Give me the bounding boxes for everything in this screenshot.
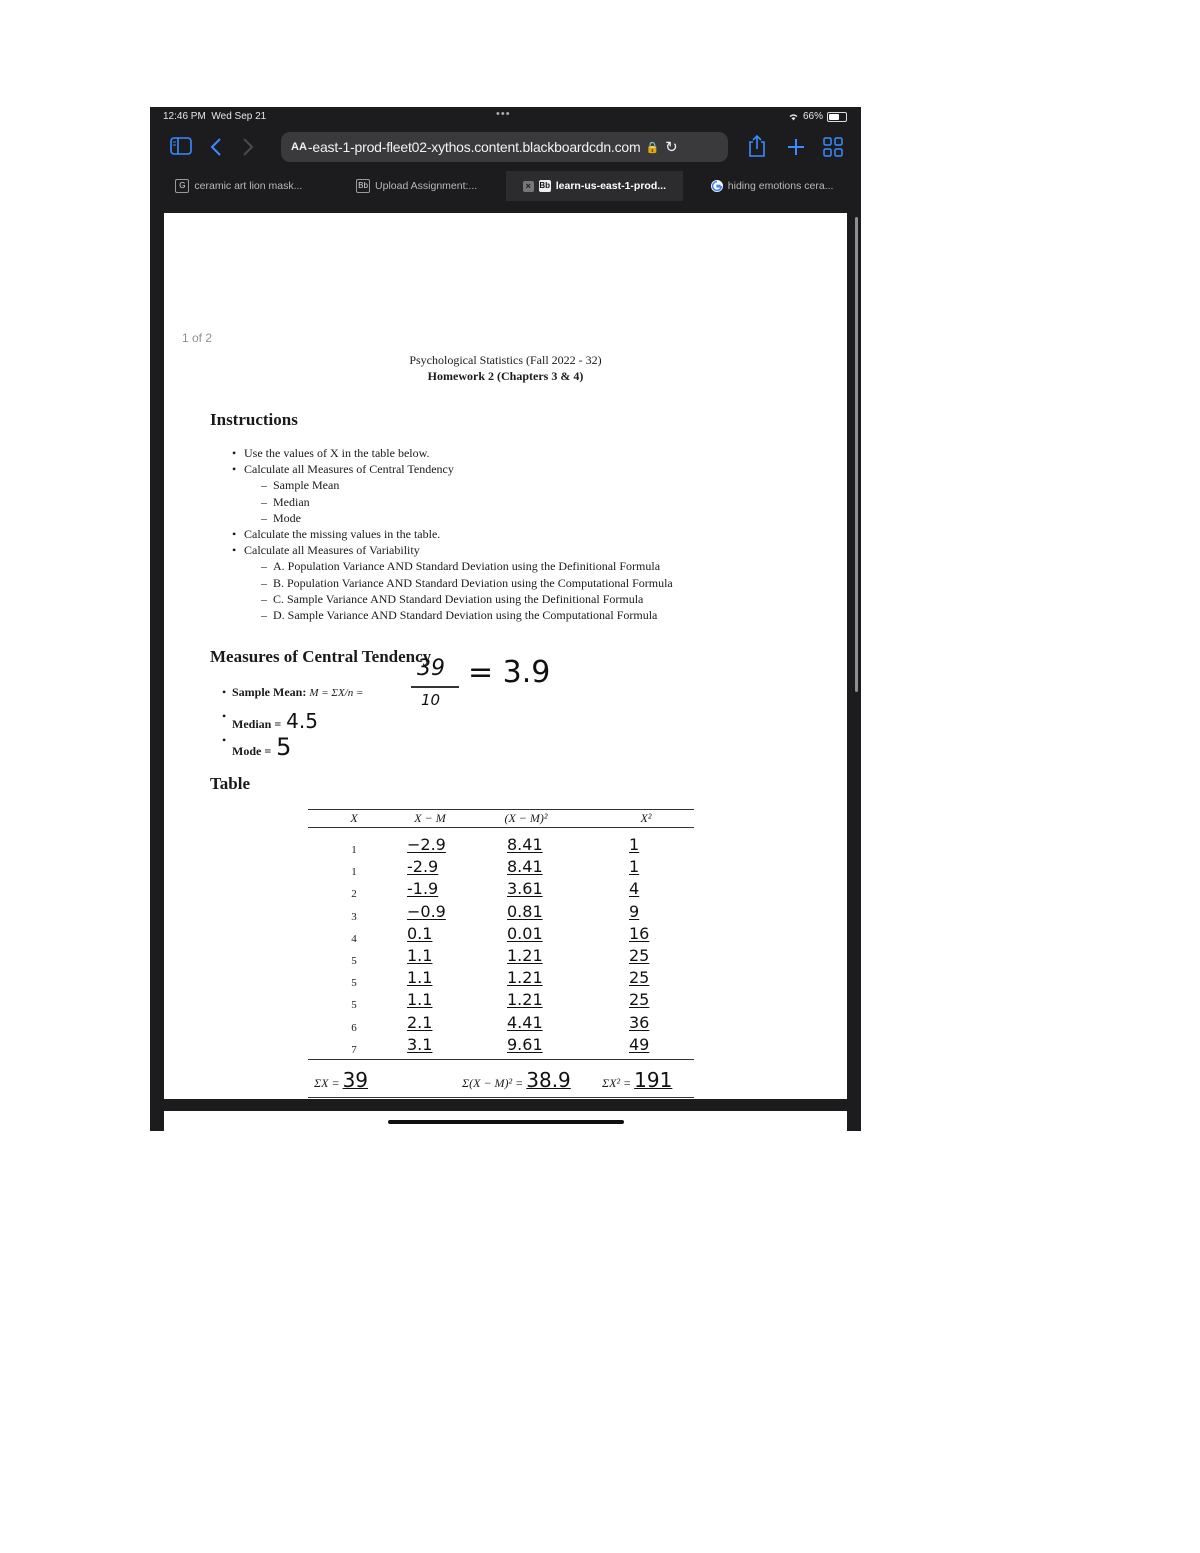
google-favicon: G (175, 179, 189, 193)
table-cell: 0.81 (507, 901, 543, 921)
fraction-bar (411, 686, 459, 688)
sum-x-sq-value: 191 (634, 1068, 673, 1092)
table-cell: 7 (351, 1043, 357, 1056)
table-cell: 1.1 (407, 990, 433, 1010)
battery-icon (827, 112, 847, 122)
table-top-rule (308, 809, 694, 810)
sum-sq-dev-value: 38.9 (526, 1068, 571, 1092)
table-cell: 1.21 (507, 968, 543, 988)
table-cell: 0.1 (407, 923, 433, 943)
instructions-heading: Instructions (210, 410, 298, 429)
col-header-sq-dev: (X − M)² (504, 811, 548, 825)
median-value: 4.5 (286, 709, 318, 733)
table-cell: 1.1 (407, 968, 433, 988)
table-cell: 3.1 (407, 1034, 433, 1054)
table-cell: 4 (629, 879, 640, 899)
address-bar[interactable] (281, 132, 728, 162)
tab-hiding-emotions[interactable] (683, 171, 861, 201)
table-cell: 1.1 (407, 945, 433, 965)
list-item: – Median (230, 494, 673, 510)
mean-denominator: 10 (421, 691, 441, 709)
tab-label: ceramic art lion mask... (194, 180, 303, 192)
lock-icon: 🔒 (645, 141, 660, 154)
sum-sq-dev (462, 1068, 571, 1092)
multitask-dots[interactable]: ••• (496, 108, 511, 120)
google-icon (711, 180, 723, 192)
col-header-x: X (350, 811, 358, 825)
list-item: – A. Population Variance AND Standard Deviation using the Definitional Formula (230, 558, 673, 574)
tab-label: hiding emotions cera... (727, 180, 834, 192)
table-cell: 1 (351, 844, 357, 856)
table-cell: 6 (351, 1021, 357, 1034)
table-cell: 8.41 (507, 835, 543, 854)
tab-upload-assignment[interactable] (328, 171, 506, 201)
sample-mean-row (232, 685, 363, 700)
table-cell: 8.41 (507, 857, 543, 877)
tab-learn-active[interactable] (506, 171, 684, 201)
page-counter: 1 of 2 (182, 331, 213, 345)
table-cell: −0.9 (407, 901, 446, 921)
median-row (232, 709, 318, 733)
instructions-list (230, 445, 673, 623)
table-cell: 16 (629, 923, 650, 943)
ipad-frame (150, 107, 861, 1131)
list-item: – Sample Mean (230, 477, 673, 493)
homework-title: Homework 2 (Chapters 3 & 4) (427, 369, 584, 383)
status-bar (150, 107, 861, 127)
forward-icon[interactable] (242, 138, 254, 156)
table-cell: 9.61 (507, 1034, 543, 1054)
median-label: Median = (232, 717, 282, 731)
table-cell: 1 (351, 866, 357, 879)
pdf-page[interactable] (164, 213, 847, 1099)
table-cell: 3.61 (507, 879, 543, 899)
tab-bar (150, 171, 861, 201)
list-item: • Use the values of X in the table below. (230, 445, 673, 461)
wifi-icon (788, 112, 799, 121)
sidebar-icon[interactable] (170, 137, 192, 155)
close-tab-icon[interactable]: × (523, 181, 534, 192)
new-tab-icon[interactable] (787, 138, 805, 156)
table-cell: 4 (351, 932, 357, 945)
list-item: – Mode (230, 510, 673, 526)
sum-x-label: ΣX = (314, 1076, 340, 1090)
table-sum-rule (308, 1097, 694, 1098)
col-sq-dev (507, 835, 567, 1057)
list-item: • Calculate the missing values in the table. (230, 526, 673, 542)
browser-toolbar (150, 129, 861, 167)
table-cell: -1.9 (407, 879, 439, 899)
tab-ceramic-art[interactable] (150, 171, 328, 201)
table-cell: 1 (629, 857, 640, 877)
tab-label: learn-us-east-1-prod... (555, 180, 667, 192)
col-header-x-sq: X² (640, 811, 652, 825)
mean-result: = 3.9 (468, 655, 551, 690)
url-text[interactable]: -east-1-prod-fleet02-xythos.content.blackboardcdn.com (307, 139, 641, 155)
table-cell: 36 (629, 1012, 650, 1032)
table-header-rule (308, 827, 694, 828)
mode-label: Mode = (232, 744, 272, 758)
mean-numerator: 39 (417, 656, 445, 681)
battery-percent: 66% (802, 111, 823, 122)
col-x-sq (629, 835, 669, 1057)
sum-x-value: 39 (342, 1068, 369, 1092)
central-tendency-heading: Measures of Central Tendency (210, 647, 432, 666)
sum-sq-dev-label: Σ(X − M)² = (462, 1076, 524, 1090)
table-cell: 5 (351, 954, 357, 967)
table-cell: 1.21 (507, 990, 543, 1010)
mode-row (232, 733, 291, 761)
table-heading: Table (210, 774, 251, 793)
table-cell: 25 (629, 945, 650, 965)
status-time: 12:46 PM Wed Sep 21 (163, 111, 267, 122)
table-cell: 49 (629, 1034, 650, 1054)
table-cell: 0.01 (507, 923, 543, 943)
table-cell: 9 (629, 901, 640, 921)
table-cell: 5 (351, 999, 357, 1012)
col-x-minus-m (407, 835, 467, 1057)
col-header-x-minus-m: X − M (414, 811, 446, 825)
reader-options-button[interactable]: AA (291, 141, 307, 153)
list-item: – D. Sample Variance AND Standard Deviation using the Computational Formula (230, 607, 673, 623)
blackboard-favicon: Bb (356, 179, 370, 193)
reload-icon[interactable]: ↻ (665, 139, 678, 156)
list-item: – C. Sample Variance AND Standard Deviation using the Definitional Formula (230, 591, 673, 607)
back-icon[interactable] (210, 138, 222, 156)
table-cell: -2.9 (407, 857, 439, 877)
share-icon[interactable] (747, 134, 767, 158)
table-cell: 2.1 (407, 1012, 433, 1032)
col-x (344, 839, 364, 1061)
sample-mean-label: Sample Mean: (232, 685, 307, 699)
table-cell: −2.9 (407, 835, 446, 854)
scrollbar[interactable] (855, 217, 858, 692)
status-right (788, 111, 847, 122)
list-item: – B. Population Variance AND Standard Deviation using the Computational Formula (230, 575, 673, 591)
table-cell: 1 (629, 835, 640, 854)
course-title: Psychological Statistics (Fall 2022 - 32) (409, 353, 602, 367)
list-item: • Calculate all Measures of Central Tendency (230, 461, 673, 477)
table-cell: 25 (629, 990, 650, 1010)
sum-x-sq (602, 1068, 672, 1092)
blackboard-favicon: Bb (539, 181, 551, 190)
table-cell: 3 (351, 910, 357, 923)
sum-x (314, 1068, 368, 1092)
sum-x-sq-label: ΣX² = (602, 1076, 632, 1090)
tab-label: Upload Assignment:... (375, 180, 478, 192)
tab-overview-icon[interactable] (823, 137, 843, 157)
table-cell: 4.41 (507, 1012, 543, 1032)
home-indicator[interactable] (388, 1120, 624, 1124)
mode-value: 5 (276, 733, 292, 761)
table-cell: 1.21 (507, 945, 543, 965)
table-cell: 25 (629, 968, 650, 988)
table-cell: 2 (351, 888, 357, 901)
table-bottom-rule (308, 1059, 694, 1060)
table-cell: 5 (351, 977, 357, 990)
sample-mean-formula: M = ΣX/n = (309, 687, 364, 699)
list-item: • Calculate all Measures of Variability (230, 542, 673, 558)
